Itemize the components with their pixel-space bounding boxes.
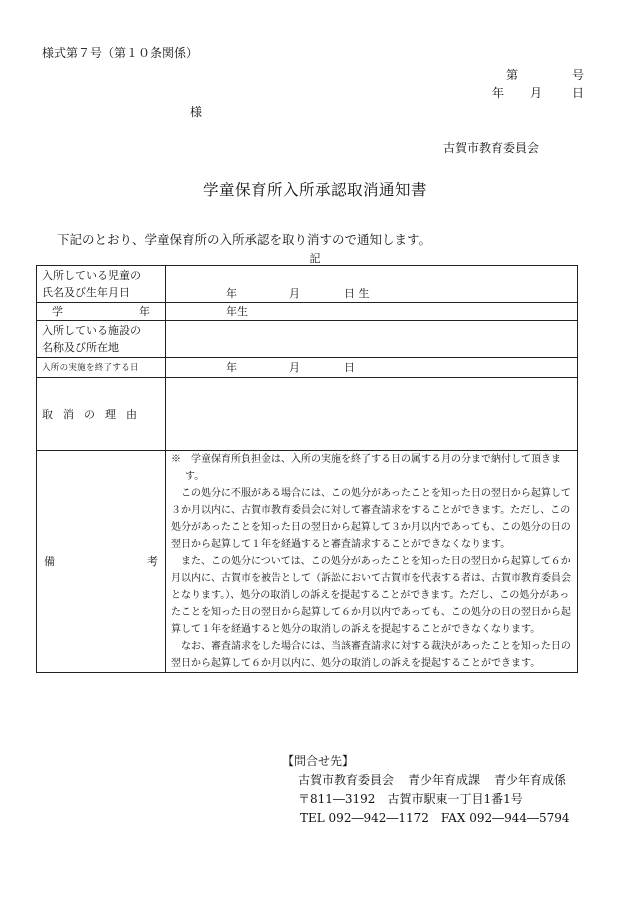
remarks-paragraph-2: この処分に不服がある場合には、この処分があったことを知った日の翌日から起算して３か月以内に、古賀市教育委員会に対して審査請求をすることができます。ただし、この処分があったことを知った日の翌日から起算して３か月以内であっても、この処分の日の翌日から起算して１年を経過すると審査請求することができなくなります。 bbox=[171, 488, 571, 550]
table-row-grade bbox=[37, 303, 578, 321]
remarks-label bbox=[37, 451, 166, 673]
notice-table bbox=[36, 265, 578, 673]
contact-division: 青少年育成課 bbox=[408, 773, 481, 787]
issuer: 古賀市教育委員会 bbox=[443, 141, 540, 155]
facility-value bbox=[166, 321, 578, 358]
end-year: 年 bbox=[226, 361, 237, 374]
contact-heading: 【問合せ先】 bbox=[282, 754, 355, 768]
child-name-label-line1: 入所している児童の bbox=[42, 269, 141, 282]
remarks-paragraph-3: また、この処分については、この処分があったことを知った日の翌日から起算して６か月以内に、古賀市を被告として（訴訟において古賀市を代表する者は、古賀市教育委員会となります。）、処分の取消しの訴えを提起することができます。ただし、この処分があったことを知った日の翌日から起算して６か月以内であっても、この処分の日の翌日から起算して１年を経過すると処分の取消しの訴えを提起することができなくなります。 bbox=[171, 556, 571, 635]
birth-day: 日 生 bbox=[344, 287, 370, 300]
number-prefix: 第 bbox=[506, 68, 519, 82]
number-suffix: 号 bbox=[572, 68, 585, 82]
table-row-end-date bbox=[37, 358, 578, 378]
grade-suffix: 年生 bbox=[226, 305, 248, 318]
contact-organization bbox=[298, 771, 566, 788]
grade-label-b: 年 bbox=[139, 305, 150, 318]
date-year: 年 bbox=[492, 86, 505, 100]
reason-label: 取消の理由 bbox=[37, 378, 166, 451]
end-day: 日 bbox=[344, 361, 355, 374]
contact-section: 青少年育成係 bbox=[494, 773, 567, 787]
ki-heading: 記 bbox=[309, 252, 321, 265]
table-row-facility bbox=[37, 321, 578, 358]
birth-month: 月 bbox=[289, 287, 300, 300]
date-month: 月 bbox=[530, 86, 543, 100]
remarks-label-a: 備 bbox=[44, 555, 55, 568]
contact-phone-fax: TEL 092―942―1172 FAX 092―944―5794 bbox=[300, 811, 570, 825]
table-row-remarks bbox=[37, 451, 578, 673]
table-row-reason bbox=[37, 378, 578, 451]
birth-year: 年 bbox=[226, 287, 237, 300]
end-date-label: 入所の実施を終了する日 bbox=[37, 358, 166, 378]
remarks-paragraph-1: ※ 学童保育所負担金は、入所の実施を終了する日の属する月の分まで納付して頂きます。 bbox=[171, 454, 561, 482]
end-month: 月 bbox=[289, 361, 300, 374]
contact-org-name: 古賀市教育委員会 bbox=[298, 773, 395, 787]
lead-text: 下記のとおり、学童保育所の入所承認を取り消すので通知します。 bbox=[57, 232, 432, 247]
child-name-label bbox=[37, 266, 166, 303]
addressee: 様 bbox=[190, 105, 203, 119]
issue-date-line bbox=[492, 84, 584, 101]
child-name-label-line2: 氏名及び生年月日 bbox=[42, 286, 130, 299]
facility-label-line1: 入所している施設の bbox=[42, 324, 141, 337]
child-name-value bbox=[166, 266, 578, 303]
table-row-child-name bbox=[37, 266, 578, 303]
date-day: 日 bbox=[572, 86, 585, 100]
remarks-text bbox=[166, 451, 578, 673]
form-number: 様式第７号（第１０条関係） bbox=[42, 46, 199, 60]
contact-address: 〒811―3192 古賀市駅東一丁目1番1号 bbox=[298, 792, 523, 806]
document-title: 学童保育所入所承認取消通知書 bbox=[202, 181, 427, 199]
facility-label bbox=[37, 321, 166, 358]
facility-label-line2: 名称及び所在地 bbox=[42, 341, 119, 354]
reason-value bbox=[166, 378, 578, 451]
document-number-line bbox=[506, 66, 584, 83]
grade-label-a: 学 bbox=[52, 305, 63, 318]
remarks-label-b: 考 bbox=[147, 555, 158, 568]
birth-date bbox=[171, 285, 572, 302]
grade-label bbox=[37, 303, 166, 321]
end-date-value bbox=[166, 358, 578, 378]
remarks-paragraph-4: なお、審査請求をした場合には、当該審査請求に対する裁決があったことを知った日の翌日から起算して６か月以内に、処分の取消しの訴えを提起することができます。 bbox=[171, 641, 571, 669]
grade-value bbox=[166, 303, 578, 321]
